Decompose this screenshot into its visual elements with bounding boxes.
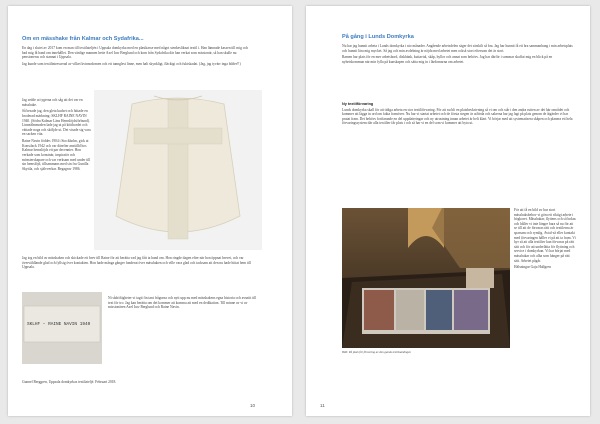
- page-number-left: 10: [250, 403, 256, 408]
- right-section: [342, 102, 574, 128]
- left-page: [8, 6, 292, 416]
- right-column-text: [514, 208, 576, 272]
- right-subheading: Ny textilförvaring: [342, 102, 374, 106]
- chasuble-illustration: [94, 90, 262, 250]
- left-signature: Gunnel Berggren, Uppsala domkyrkas textilateljé. Februari 2018.: [22, 380, 117, 384]
- church-photo-caption: Bild: På plats för förvaring av den gamla textilsamlingen: [342, 350, 411, 354]
- left-intro-paragraph-1: En dag i slutet av 2017 kom en man till textilateljén i Uppsala domkyrka med en plastkasse med något stenkesliknat textil i. Han lämnade kassen till mig och bad mig få hand om innehållet. Den vänlige mannen hette Axel Iuw Berglund och kom från Sydafrika där han verkat som missionär, så han skulle nu pensioneras och stannat i Uppsala.: [22, 46, 248, 60]
- right-page: [306, 6, 590, 416]
- left-column-paragraph-3: Raine Navin föddes 1904 i Stockholm, gick at Konstfack 1942 och var därefter anställd hos Kalmar hemslöjds ett par decennier. Hon verkade som konstnär, inspiratör och mönsterskapare och var verksam med under till sin hemslöjd, tillsammans med sin fru Gunilla Skyttla, och självverkar. Begagrav 1986.: [22, 139, 91, 171]
- right-page-heading: På gång i Lunds Domkyrka: [342, 34, 414, 40]
- chasuble-photo: [94, 90, 262, 250]
- left-column-paragraph-1: Jag sedde ut tygerna och såg att det var en mässhake.: [22, 98, 83, 107]
- church-interior-photo: [342, 208, 510, 348]
- label-photo-text: SKLHF – RAINE NAVIN 1940: [27, 322, 91, 327]
- right-closing: Hälsningar Gaja Hallgren: [514, 265, 551, 270]
- label-illustration: [22, 292, 102, 364]
- left-intro: [22, 46, 250, 69]
- left-full-paragraph: Jag tog en bild av mässhaken och skickade ett brev till Raine för att berätta vad jag fått ta hand om. Hon ringde dagen efter när hon öppnat brevet, och var överväldlande glad och fyllsig över kontakten. Hon hade många gånger funderat över mässhaken och ville vara glad och tacksam att den nu hade hittat hem till Uppsala.: [22, 256, 251, 270]
- label-photo: [22, 292, 102, 364]
- left-intro-paragraph-2: Jag kunde som textilintresserad av vilket kvinnodomen och ett tunnglest linne, men halt skynkligt, fläckigt och fuktskadat. (Jag, jag tyvärr inga bilder!!): [22, 61, 241, 66]
- church-illustration: [342, 208, 510, 348]
- right-intro-paragraph-1: Nu har jag hunnit arbeta i Lunds domkyrka i nio månader. Angående arbetsdelen säger det särskilt så bra. Jag har hunnit få ett bra sammanhang i min arbetsplats och hunnit lära mig mycket. Så jag och min avdelning är nöjda med arbetet men också stort eftersom det är stort.: [342, 44, 573, 53]
- right-section-paragraph: Lunds domkyrka skall för att tidiga arbeta en stor textilförvaring. För att nu bli en platsbeskrivning så vi om och står i den andra rutten av det här området och kommer att lägga in ord om fakta framöver. Nu har vi startat arbetet och de första stegen är utförda och sakerna har jag lagt på plats genom de åtgärder vi har pratat fram. Det behövs fortfarande en del uppdateringar och ny utrustning innan arbetet är helt klart. Vi börjar med att systematisera skåpen och planera ett hela förvaringssystem där alla textilier får plats i och så har vi en del som vi kommer att byta ut.: [342, 107, 573, 126]
- right-intro-paragraph-2: Ramen har plats för en mer arbetsbord, diskbänk, kuttavtal, skåp, hyllor och annat som behövs. Jag har därför i sommar skaffat mig en blick på en nyhetskommun när min fylla på kunskapen och sätta mig in i lärdomarna om arbetet.: [342, 55, 553, 64]
- left-column-paragraph-2: Så besade jag, den gleta kudset och hittade en broderad märkning: SKLHF RAINE NAVIN 1940. (Södra Kalmar Läns Hemslöjdsförbund). Linneålmmoden lade jag ut på köttbordet och vättade noga och sköljde ut. Det visade sig vara en sacken vita.: [22, 109, 91, 137]
- right-intro: [342, 44, 574, 67]
- left-lower-paragraph: Ni sådriftigheter vi tagit fin tant frågorna och nytt upp nu med mässhakens egna historia och avsnitt till text för tro. Jag kan berätta om det kommer att komma att med en dedikation. Till minne av vi av missionären Axel Iuw Berglund och Raine Navin.: [108, 296, 257, 310]
- page-number-right: 11: [320, 403, 325, 408]
- right-column-paragraph: För att få en bild av hur stort mässhaksbehov vi göra ett riktigt arbete i högkoret. Mässhakar, flyttens och så bokas och håller vi inte längre bara så nu för att se till att de förvaras rätt och textilerna är sparsam och rymlig. Avtal-så eller kontakt med förvaringen håller vi på att ta fram. Vi hyr så att alla textilier kan förvaras på rätt sätt och för att underlätta för flyttning och service i domkyrkan. Vi har börjat med mässhakar och alba som hänger på rätt sätt. Arbetet pågår.: [514, 208, 576, 263]
- left-column-text: [22, 98, 92, 173]
- left-page-heading: Om en mässhake från Kalmar och Sydafrika...: [22, 36, 144, 42]
